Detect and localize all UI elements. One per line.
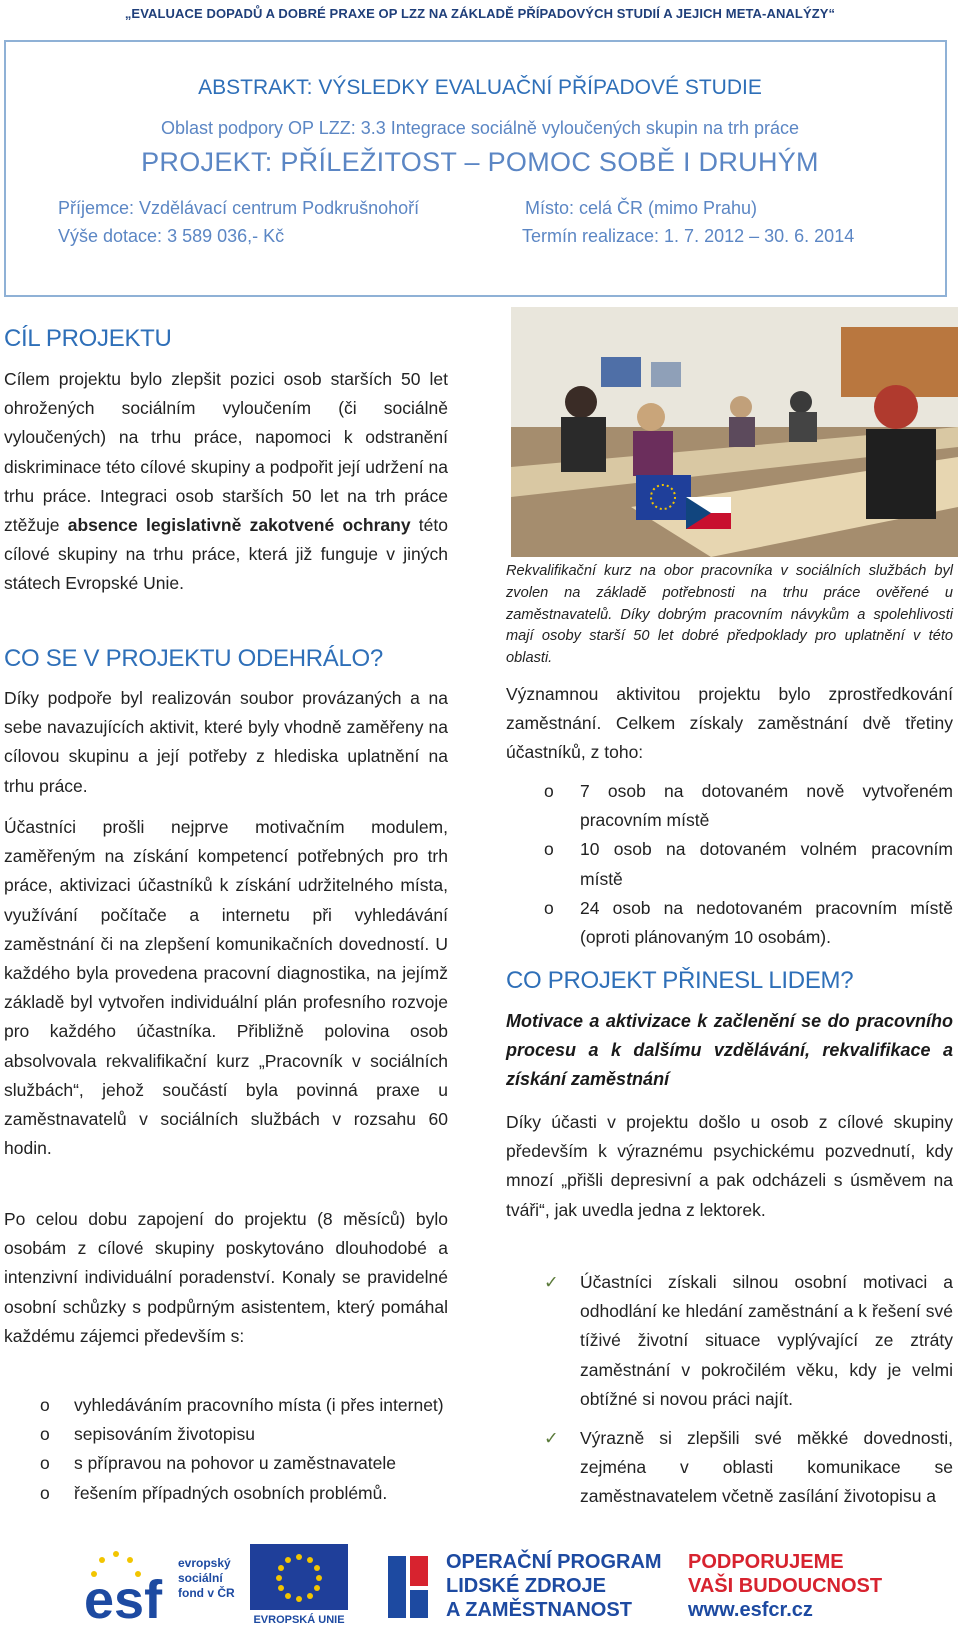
- list-item: ✓ Účastníci získali silnou osobní motivaci a odhodlání ke hledání zaměstnání a k řešení své tíživé životní situace vyplývající ze ztráty zaměstnání v pokročilém věku, kdy je velmi obtížné si novou práci najít.: [506, 1268, 953, 1414]
- happened-paragraph-3: Po celou dobu zapojení do projektu (8 měsíců) bylo osobám z cílové skupiny poskytováno dlouhodobé a intenzivní individuální poradenství. Konaly se pravidelné osobní schůzky s podpůrným asistentem, který pomáhal každému zájemci především s:: [4, 1209, 448, 1346]
- happened-paragraph-1: Díky podpoře byl realizován soubor provázaných a na sebe navazujících aktivit, které byly vhodně zaměřeny na cílovou skupinu a její potřeby z hlediska uplatnění na trhu práce.: [4, 688, 448, 796]
- esf-label-1: evropský: [178, 1556, 231, 1570]
- eu-logo: [250, 1544, 348, 1630]
- abstract-title: ABSTRAKT: VÝSLEDKY EVALUAČNÍ PŘÍPADOVÉ STUDIE: [198, 76, 762, 99]
- employment-list: [506, 777, 953, 952]
- footer-logos: [0, 1540, 960, 1630]
- op-line-3: A ZAMĚSTNANOST: [446, 1599, 632, 1621]
- op-line-1: OPERAČNÍ PROGRAM: [446, 1551, 662, 1573]
- support-line-1: PODPORUJEME: [688, 1551, 844, 1573]
- subsidy-amount: Výše dotace: 3 589 036,- Kč: [58, 226, 285, 246]
- list-item: o vyhledáváním pracovního místa (i přes internet): [40, 1395, 444, 1415]
- goal-text-part-2: této cílové skupiny na trhu práce, která již funguje v jiných státech Evropské Unie.: [4, 515, 448, 594]
- list-item: o sepisováním životopisu: [40, 1424, 255, 1445]
- support-area: Oblast podpory OP LZZ: 3.3 Integrace sociálně vyloučených skupin na trh práce: [160, 118, 799, 138]
- benefit-heading: CO PROJEKT PŘINESL LIDEM?: [506, 967, 854, 994]
- happened-heading: CO SE V PROJEKTU ODEHRÁLO?: [4, 645, 383, 672]
- esf-label-2: sociální: [178, 1571, 223, 1585]
- goal-text-part-1: Cílem projektu bylo zlepšit pozici osob starších 50 let ohrožených sociálním vyloučením (či sociálně vyloučených) na trhu práce, napomoci k odstranění diskriminace této cílové skupiny a podpořit její udržení na trhu práce. Integraci osob starších 50 let na trh práce ztěžuje: [4, 369, 448, 536]
- recipient: Příjemce: Vzdělávací centrum Podkrušnohoří: [58, 198, 420, 218]
- list-item: o s přípravou na pohovor u zaměstnavatele: [40, 1453, 396, 1474]
- check-icon: ✓: [544, 1428, 559, 1449]
- list-item: o 10 osob na dotovaném volném pracovním místě: [544, 839, 953, 889]
- document-series-title: „EVALUACE DOPADŮ A DOBRÉ PRAXE OP LZZ NA ZÁKLADĚ PŘÍPADOVÝCH STUDIÍ A JEJICH META-ANALÝZY“: [124, 6, 836, 21]
- benefit-subheading: Motivace a aktivizace k začlenění se do pracovního procesu a k dalšímu vzdělávání, rekvalifikace a získání zaměstnání: [506, 1011, 953, 1089]
- esf-label-3: fond v ČR: [178, 1586, 235, 1600]
- list-item: o 24 osob na nedotovaném pracovním místě (oproti plánovaným 10 osobám).: [544, 897, 953, 948]
- list-item: o řešením případných osobních problémů.: [40, 1482, 388, 1503]
- support-line-2: VAŠI BUDOUCNOST: [688, 1575, 883, 1597]
- classroom-photo-illustration: [511, 307, 958, 557]
- esf-logo: [82, 1546, 238, 1628]
- place: Místo: celá ČR (mimo Prahu): [525, 198, 758, 218]
- benefit-text: Díky účasti v projektu došlo u osob z cílové skupiny především k výraznému psychickému pozvednutí, kdy mnozí „přišli depresivní a pak odcházeli s úsměvem na tváři“, jak uvedla jedna z lektorek.: [506, 1112, 953, 1220]
- employment-text: Významnou aktivitou projektu bylo zprostředkování zaměstnání. Celkem získaly zaměstnání dvě třetiny účastníků, z toho:: [506, 684, 953, 763]
- goal-text-bold: absence legislativně zakotvené ochrany: [67, 515, 411, 536]
- list-item: o 7 osob na dotovaném nově vytvořeném pracovním místě: [544, 781, 953, 831]
- help-list: [4, 1391, 448, 1508]
- check-list: [506, 1268, 953, 1512]
- project-title: PROJEKT: PŘÍLEŽITOST – POMOC SOBĚ I DRUHÝM: [141, 147, 819, 177]
- goal-text: [4, 365, 448, 599]
- photo-caption: Rekvalifikační kurz na obor pracovníka v sociálních službách byl zvolen na základě potřebnosti na trhu práce ověřené u zaměstnavatelů. Díky dobrým pracovním návykům a spolehlivosti mají osoby starší 50 let dobré předpoklady pro uplatnění v této oblasti.: [506, 563, 953, 667]
- eu-label: EVROPSKÁ UNIE: [253, 1614, 345, 1626]
- classroom-photo: [511, 307, 958, 557]
- list-item: ✓ Výrazně si zlepšili své měkké dovednosti, zejména v oblasti komunikace se zaměstnavatelem včetně zasílání životopisu a: [506, 1424, 953, 1512]
- goal-heading: CÍL PROJEKTU: [4, 325, 172, 352]
- esf-mark: esf: [84, 1570, 163, 1628]
- check-icon: ✓: [544, 1272, 559, 1292]
- op-logo-mark: [380, 1546, 438, 1626]
- realization-term: Termín realizace: 1. 7. 2012 – 30. 6. 2014: [522, 226, 855, 246]
- happened-paragraph-2: Účastníci prošli nejprve motivačním modulem, zaměřeným na získání kompetencí potřebných pro trh práce, aktivizaci účastníků k získání udržitelného místa, využívání počítače a internetu při vyhledávání zaměstnání či na zlepšení komunikačních dovedností. U každého byla provedena pracovní diagnostika, na jejímž základě byl vytvořen individuální plán profesního rozvoje pro každého účastníka. Přibližně polovina osob absolvovala rekvalifikační kurz „Pracovník v sociálních službách“, jehož součástí byla povinná praxe u zaměstnavatelů v sociálních službách v rozsahu 60 hodin.: [4, 817, 448, 1159]
- eu-flag-icon: [250, 1544, 348, 1610]
- op-logo-icon: [380, 1546, 438, 1626]
- op-line-2: LIDSKÉ ZDROJE: [446, 1575, 607, 1597]
- support-url: www.esfcr.cz: [688, 1599, 813, 1621]
